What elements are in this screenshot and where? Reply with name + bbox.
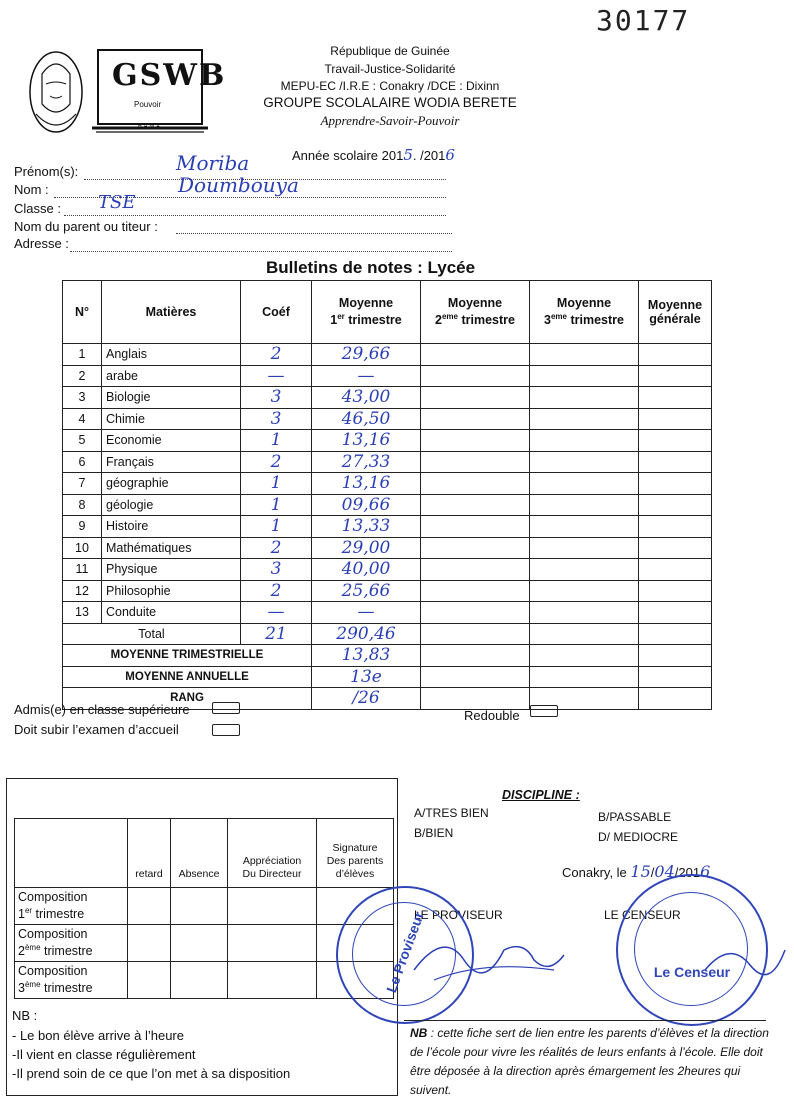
row-m3 <box>530 559 639 581</box>
col-m2-a: Moyenne <box>447 296 503 311</box>
row-coef: 2 <box>241 537 312 559</box>
admis-checkbox[interactable] <box>212 702 240 714</box>
row-mg <box>639 516 712 538</box>
row-m2 <box>421 365 530 387</box>
row-m3 <box>530 408 639 430</box>
discipline-b: B/BIEN <box>414 826 454 840</box>
nom-label: Nom : <box>14 182 49 197</box>
comp-sig-a: Signature <box>332 842 378 854</box>
grades-table <box>62 280 712 710</box>
row-coef: 3 <box>241 387 312 409</box>
col-num: N° <box>63 281 102 344</box>
composition-appreciation[interactable] <box>228 962 317 999</box>
comp-col-absence: Absence <box>171 819 228 888</box>
row-m2 <box>421 580 530 602</box>
row-m2 <box>421 451 530 473</box>
rang-mg <box>639 688 712 710</box>
row-subject: arabe <box>102 365 241 387</box>
discipline-c: B/PASSABLE <box>598 810 672 824</box>
school-logo <box>26 44 227 136</box>
composition-retard[interactable] <box>128 925 171 962</box>
comp-appr-b: Du Directeur <box>242 868 302 880</box>
bottom-note <box>410 1024 770 1100</box>
col-mg <box>639 281 712 344</box>
comp-col-appreciation <box>228 819 317 888</box>
grades-body <box>63 344 712 624</box>
col-mg-a: Moyenne <box>647 298 703 312</box>
composition-retard[interactable] <box>128 888 171 925</box>
moy-trim-label: MOYENNE TRIMESTRIELLE <box>63 645 312 667</box>
row-m1: 29,66 <box>312 344 421 366</box>
total-mg <box>639 623 712 645</box>
nb-line-1: - Le bon élève arrive à l’heure <box>12 1028 184 1043</box>
total-m2 <box>421 623 530 645</box>
table-row <box>63 580 712 602</box>
parent-label: Nom du parent ou titeur : <box>14 219 158 234</box>
row-num: 2 <box>63 365 102 387</box>
place-date-label: Conakry, le <box>562 865 627 880</box>
nb-line-3: -Il prend soin de ce que l’on met à sa disposition <box>12 1066 291 1081</box>
table-row <box>63 408 712 430</box>
moy-trim-m2 <box>421 645 530 667</box>
composition-label-b: 2 <box>18 944 25 959</box>
document-number: 30177 <box>596 4 691 37</box>
row-m3 <box>530 430 639 452</box>
examen-label: Doit subir l’examen d’accueil <box>14 722 179 737</box>
comp-col-retard: retard <box>128 819 171 888</box>
row-mg <box>639 408 712 430</box>
school-year-sep: . /201 <box>412 148 446 163</box>
row-coef: 2 <box>241 580 312 602</box>
row-m3 <box>530 516 639 538</box>
row-m3 <box>530 602 639 624</box>
row-m1: 13,33 <box>312 516 421 538</box>
row-mg <box>639 344 712 366</box>
row-m3 <box>530 365 639 387</box>
school-year <box>292 146 455 164</box>
composition-absence[interactable] <box>171 925 228 962</box>
composition-retard[interactable] <box>128 962 171 999</box>
composition-label-sup: er <box>24 906 33 916</box>
row-num: 4 <box>63 408 102 430</box>
row-m1: 29,00 <box>312 537 421 559</box>
composition-label-c: trimestre <box>32 907 85 922</box>
table-row <box>63 387 712 409</box>
row-subject: Physique <box>102 559 241 581</box>
classe-value: TSE <box>98 192 136 213</box>
row-m3 <box>530 580 639 602</box>
rang-value: /26 <box>312 688 421 710</box>
discipline-title: DISCIPLINE : <box>502 788 580 802</box>
header-school: GROUPE SCOLALAIRE WODIA BERETE <box>263 95 517 110</box>
comp-appr-a: Appréciation <box>242 855 302 867</box>
composition-appreciation[interactable] <box>228 925 317 962</box>
nb-line-2: -Il vient en classe régulièrement <box>12 1047 196 1062</box>
col-m1-a: Moyenne <box>338 296 394 311</box>
table-row <box>63 537 712 559</box>
table-row <box>63 430 712 452</box>
censeur-label: LE CENSEUR <box>604 908 681 922</box>
row-subject: Histoire <box>102 516 241 538</box>
row-subject: Mathématiques <box>102 537 241 559</box>
redouble-label: Redouble <box>464 708 520 723</box>
composition-label <box>15 888 128 925</box>
school-year-hand1: 5 <box>403 146 413 164</box>
moy-ann-m3 <box>530 666 639 688</box>
row-m1: 46,50 <box>312 408 421 430</box>
row-m2 <box>421 473 530 495</box>
col-m1-b: 1 <box>330 313 338 328</box>
moy-trim-mg <box>639 645 712 667</box>
row-num: 7 <box>63 473 102 495</box>
col-coef: Coéf <box>241 281 312 344</box>
row-subject: Conduite <box>102 602 241 624</box>
row-m2 <box>421 430 530 452</box>
row-m2 <box>421 537 530 559</box>
adresse-line <box>70 250 452 252</box>
row-num: 13 <box>63 602 102 624</box>
col-mg-b: générale <box>649 312 701 326</box>
col-m3-b: 3 <box>544 313 551 328</box>
composition-label <box>15 962 128 999</box>
row-num: 8 <box>63 494 102 516</box>
examen-checkbox[interactable] <box>212 724 240 736</box>
row-coef: 1 <box>241 473 312 495</box>
row-m3 <box>530 387 639 409</box>
col-m2-b: 2 <box>435 313 442 328</box>
col-m2 <box>421 281 530 344</box>
composition-row <box>15 888 394 925</box>
row-coef: 1 <box>241 430 312 452</box>
row-subject: Anglais <box>102 344 241 366</box>
moy-ann-m2 <box>421 666 530 688</box>
table-row <box>63 365 712 387</box>
row-subject: Economie <box>102 430 241 452</box>
adresse-label: Adresse : <box>14 236 69 251</box>
row-subject: Philosophie <box>102 580 241 602</box>
row-m3 <box>530 494 639 516</box>
row-mg <box>639 602 712 624</box>
note-rule <box>404 1020 766 1021</box>
row-m2 <box>421 387 530 409</box>
row-m3 <box>530 344 639 366</box>
row-subject: Français <box>102 451 241 473</box>
moy-ann-row <box>63 666 712 688</box>
logo-text: GSWB <box>112 58 227 93</box>
table-row <box>63 559 712 581</box>
report-title: Bulletins de notes : Lycée <box>266 258 476 277</box>
comp-col-label <box>15 819 128 888</box>
moy-trim-row <box>63 645 712 667</box>
total-m1: 290,46 <box>312 623 421 645</box>
row-num: 9 <box>63 516 102 538</box>
logo-footer: B.A.M.A <box>138 124 161 130</box>
row-m2 <box>421 408 530 430</box>
row-coef: 3 <box>241 559 312 581</box>
composition-label-sup: ème <box>24 943 41 953</box>
row-subject: Biologie <box>102 387 241 409</box>
row-subject: géographie <box>102 473 241 495</box>
redouble-checkbox[interactable] <box>530 705 558 717</box>
row-num: 5 <box>63 430 102 452</box>
grades-header-row <box>63 281 712 344</box>
header-ministry: MEPU-EC /I.R.E : Conakry /DCE : Dixinn <box>280 79 500 93</box>
row-mg <box>639 473 712 495</box>
nom-value: Doumbouya <box>178 173 299 197</box>
row-subject: Chimie <box>102 408 241 430</box>
row-num: 6 <box>63 451 102 473</box>
place-date: Conakry, le 15/04/2016 <box>562 862 711 881</box>
discipline-d: D/ MEDIOCRE <box>598 830 679 844</box>
moy-trim-m3 <box>530 645 639 667</box>
col-m2-sup: eme <box>441 312 458 322</box>
parent-line <box>176 232 452 234</box>
total-coef: 21 <box>241 623 312 645</box>
row-coef: — <box>241 365 312 387</box>
row-m1: — <box>312 365 421 387</box>
composition-label-b: 1 <box>18 907 25 922</box>
comp-sig-b: Des parents <box>326 855 384 867</box>
proviseur-signature <box>404 920 574 990</box>
row-coef: 2 <box>241 451 312 473</box>
table-row <box>63 473 712 495</box>
row-coef: — <box>241 602 312 624</box>
col-m3 <box>530 281 639 344</box>
col-m1-c: trimestre <box>344 313 402 328</box>
table-row <box>63 451 712 473</box>
row-coef: 3 <box>241 408 312 430</box>
row-coef: 1 <box>241 494 312 516</box>
censeur-stamp-text: Le Censeur <box>653 964 731 980</box>
nb-title: NB : <box>12 1008 38 1023</box>
row-m1: 43,00 <box>312 387 421 409</box>
row-m3 <box>530 537 639 559</box>
composition-table <box>14 818 394 999</box>
row-m1: — <box>312 602 421 624</box>
prenom-value: Moriba <box>176 151 250 175</box>
row-mg <box>639 387 712 409</box>
school-year-hand2: 6 <box>445 146 455 164</box>
row-m2 <box>421 516 530 538</box>
row-m1: 25,66 <box>312 580 421 602</box>
composition-label-sup: ème <box>24 980 41 990</box>
composition-label-c: trimestre <box>40 944 93 959</box>
row-m2 <box>421 344 530 366</box>
row-m1: 27,33 <box>312 451 421 473</box>
composition-absence[interactable] <box>171 888 228 925</box>
prenom-label: Prénom(s): <box>14 164 79 179</box>
row-mg <box>639 559 712 581</box>
header-national-motto: Travail-Justice-Solidarité <box>324 62 456 76</box>
table-row <box>63 602 712 624</box>
moy-trim-value: 13,83 <box>312 645 421 667</box>
row-num: 10 <box>63 537 102 559</box>
total-m3 <box>530 623 639 645</box>
header-country: République de Guinée <box>330 44 450 58</box>
proviseur-stamp-text: Le Proviseur <box>382 909 428 995</box>
discipline-a: A/TRES BIEN <box>414 806 489 820</box>
row-m1: 13,16 <box>312 430 421 452</box>
bottom-note-label: NB <box>410 1026 428 1040</box>
proviseur-label: LE PROVISEUR <box>414 908 503 922</box>
school-year-label: Année scolaire 201 <box>292 148 404 163</box>
row-mg <box>639 430 712 452</box>
row-mg <box>639 365 712 387</box>
rang-label: RANG <box>63 688 312 710</box>
row-mg <box>639 494 712 516</box>
place-date-yr-prefix: /201 <box>674 865 701 880</box>
composition-label-a: Composition <box>18 964 88 979</box>
total-row <box>63 623 712 645</box>
row-m2 <box>421 559 530 581</box>
row-m3 <box>530 451 639 473</box>
row-coef: 1 <box>241 516 312 538</box>
composition-label-a: Composition <box>18 890 88 905</box>
comp-sig-c: d’élèves <box>335 868 375 880</box>
col-subject: Matières <box>102 281 241 344</box>
logo-subtext: Pouvoir <box>134 100 162 109</box>
moy-ann-value: 13e <box>312 666 421 688</box>
bottom-note-text: : cette fiche sert de lien entre les parents d’élèves et la direction de l’école pour vivre les réalités de leurs enfants à l’école. Elle doit être déposée à la direction après émargement les 2heures qui suivent. <box>410 1026 769 1097</box>
table-row <box>63 516 712 538</box>
composition-label <box>15 925 128 962</box>
row-m1: 13,16 <box>312 473 421 495</box>
col-m2-c: trimestre <box>457 313 515 328</box>
composition-label-c: trimestre <box>40 981 93 996</box>
row-subject: géologie <box>102 494 241 516</box>
classe-line <box>64 214 446 216</box>
place-date-day: 15 <box>630 862 651 881</box>
row-m2 <box>421 494 530 516</box>
place-date-yr: 6 <box>700 862 711 881</box>
row-num: 11 <box>63 559 102 581</box>
comp-col-signature <box>317 819 394 888</box>
composition-label-b: 3 <box>18 981 25 996</box>
col-m3-a: Moyenne <box>556 296 612 311</box>
classe-label: Classe : <box>14 201 61 216</box>
header-school-motto: Apprendre-Savoir-Pouvoir <box>320 113 460 128</box>
row-num: 1 <box>63 344 102 366</box>
rang-m2 <box>421 688 530 710</box>
row-m2 <box>421 602 530 624</box>
composition-appreciation[interactable] <box>228 888 317 925</box>
composition-absence[interactable] <box>171 962 228 999</box>
admis-label: Admis(e) en classe supérieure <box>14 702 190 717</box>
total-label: Total <box>63 623 241 645</box>
row-coef: 2 <box>241 344 312 366</box>
row-m1: 40,00 <box>312 559 421 581</box>
col-m3-sup: eme <box>550 312 567 322</box>
col-m1-sup: er <box>337 312 345 322</box>
table-row <box>63 494 712 516</box>
col-m1 <box>312 281 421 344</box>
row-mg <box>639 580 712 602</box>
moy-ann-mg <box>639 666 712 688</box>
place-date-month: 04 <box>654 862 675 881</box>
composition-header-row <box>15 819 394 888</box>
table-row <box>63 344 712 366</box>
moy-ann-label: MOYENNE ANNUELLE <box>63 666 312 688</box>
composition-label-a: Composition <box>18 927 88 942</box>
row-num: 3 <box>63 387 102 409</box>
censeur-signature <box>700 930 790 990</box>
row-num: 12 <box>63 580 102 602</box>
row-mg <box>639 451 712 473</box>
row-mg <box>639 537 712 559</box>
row-m3 <box>530 473 639 495</box>
row-m1: 09,66 <box>312 494 421 516</box>
col-m3-c: trimestre <box>566 313 624 328</box>
